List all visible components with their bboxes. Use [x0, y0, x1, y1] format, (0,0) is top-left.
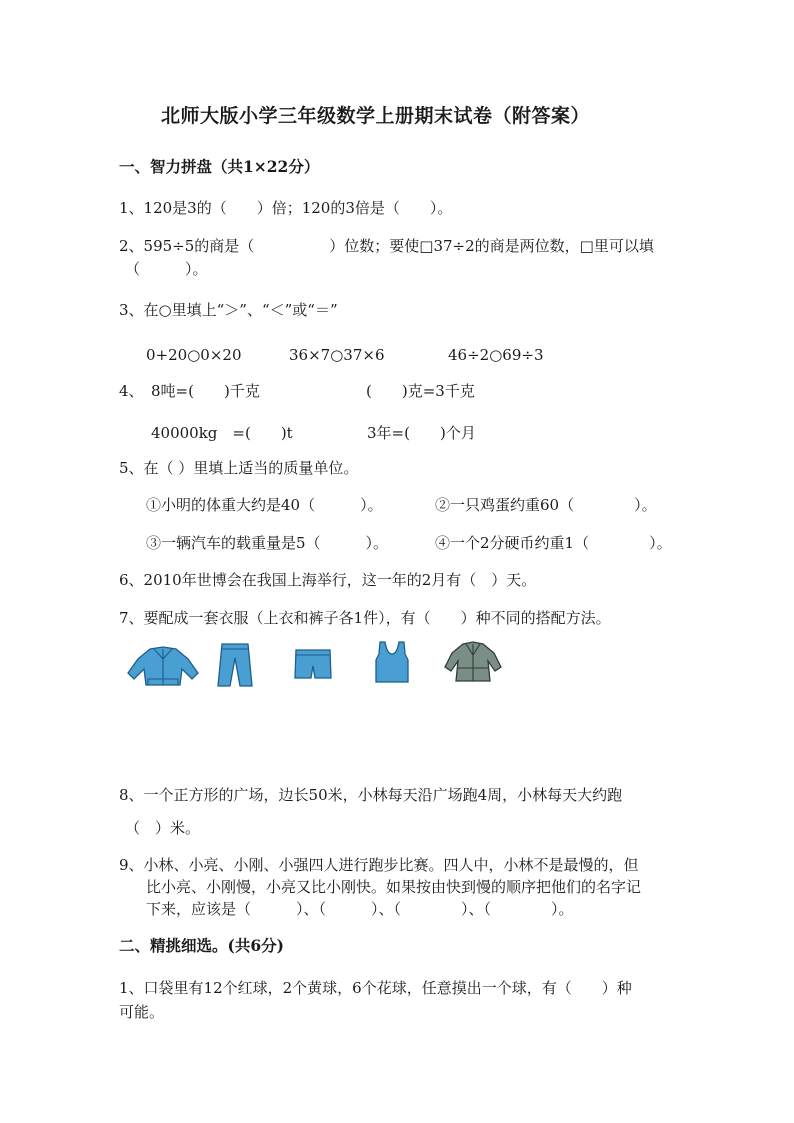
question-1: 1、120是3的（ ）倍；120的3倍是（ ）。 [119, 199, 453, 217]
section-2-question-1-line-2: 可能。 [119, 1003, 165, 1021]
question-5: 5、在（ ）里填上适当的质量单位。 [119, 459, 359, 477]
question-4-c: 40000kg =( )t [151, 424, 293, 442]
question-9-line-1: 9、小林、小亮、小刚、小强四人进行跑步比赛。四人中，小林不是最慢的，但 [119, 856, 639, 874]
question-4-b: ( )克=3千克 [366, 382, 475, 400]
question-3-item-3: 46÷2○69÷3 [448, 346, 544, 364]
question-5-item-4: ④一个2分硬币约重1（ ）。 [435, 534, 672, 552]
question-2-line-1: 2、595÷5的商是（ ）位数；要使□37÷2的商是两位数，□里可以填 [119, 237, 654, 255]
question-5-item-3: ③一辆汽车的载重量是5（ ）。 [146, 534, 389, 552]
jacket-icon [126, 645, 200, 687]
section-2-heading: 二、精挑细选。(共6分) [119, 936, 284, 955]
question-3-item-2: 36×7○37×6 [289, 346, 385, 364]
question-4-a: 8吨=( )千克 [151, 382, 260, 400]
question-2-line-2: （ ）。 [125, 260, 208, 278]
question-4-d: 3年=( )个月 [367, 424, 476, 442]
question-9-line-3: 下来，应该是（ ）、（ ）、（ ）、（ ）。 [146, 900, 574, 918]
coat-icon [444, 641, 502, 683]
question-3-item-1: 0+20○0×20 [146, 346, 242, 364]
question-5-item-1: ①小明的体重大约是40（ ）。 [146, 496, 383, 514]
question-3: 3、在○里填上“＞”、“＜”或“＝” [119, 301, 338, 319]
question-8-line-1: 8、一个正方形的广场，边长50米，小林每天沿广场跑4周，小林每天大约跑 [119, 786, 623, 804]
page-title: 北师大版小学三年级数学上册期末试卷（附答案） [161, 105, 591, 127]
question-7: 7、要配成一套衣服（上衣和裤子各1件），有（ ）种不同的搭配方法。 [119, 609, 611, 627]
question-9-line-2: 比小亮、小刚慢，小亮又比小刚快。如果按由快到慢的顺序把他们的名字记 [146, 878, 642, 896]
section-1-heading: 一、智力拼盘（共1×22分） [119, 157, 320, 176]
long-pants-icon [214, 642, 256, 688]
shorts-icon [293, 648, 333, 680]
question-8-line-2: （ ）米。 [125, 819, 201, 837]
tank-top-icon [374, 640, 410, 684]
question-4-label: 4、 [119, 382, 144, 400]
question-5-item-2: ②一只鸡蛋约重60（ ）。 [435, 496, 657, 514]
question-6: 6、2010年世博会在我国上海举行，这一年的2月有（ ）天。 [119, 571, 537, 589]
section-2-question-1-line-1: 1、口袋里有12个红球，2个黄球，6个花球，任意摸出一个球，有（ ）种 [119, 979, 632, 997]
